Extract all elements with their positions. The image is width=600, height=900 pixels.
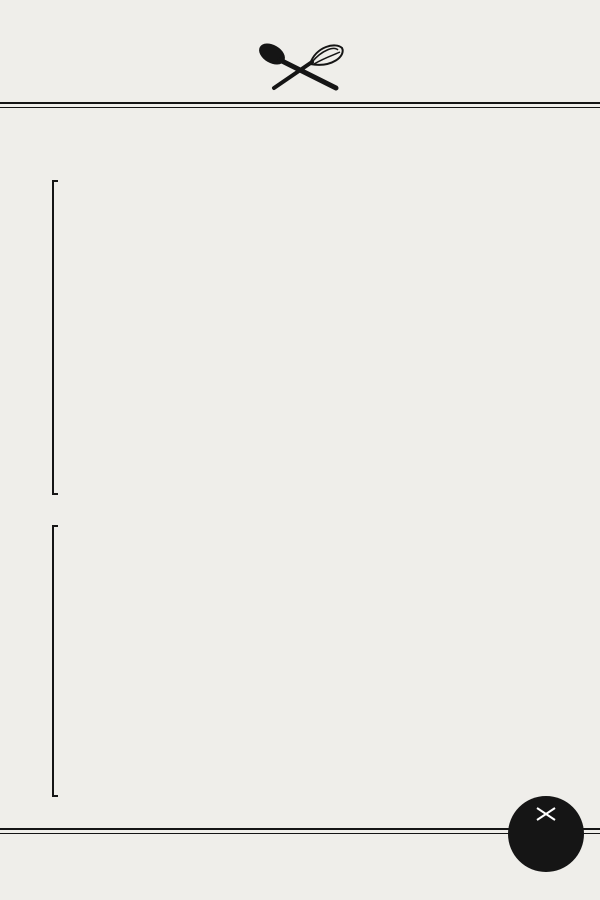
badge-utensils-icon: [535, 806, 557, 822]
header-rule-top: [0, 102, 600, 104]
chasing-delicious-badge: [508, 796, 584, 872]
spoon-and-whisk-icon: [250, 40, 350, 92]
section-bracket-cap: [52, 493, 58, 495]
section-bracket-cap: [52, 180, 58, 182]
section-bracket-cap: [52, 525, 58, 527]
section-bracket-cap: [52, 795, 58, 797]
header-rule-bottom: [0, 107, 600, 108]
section-bracket-dry-heat: [52, 180, 54, 495]
section-bracket-moist-heat: [52, 525, 54, 797]
